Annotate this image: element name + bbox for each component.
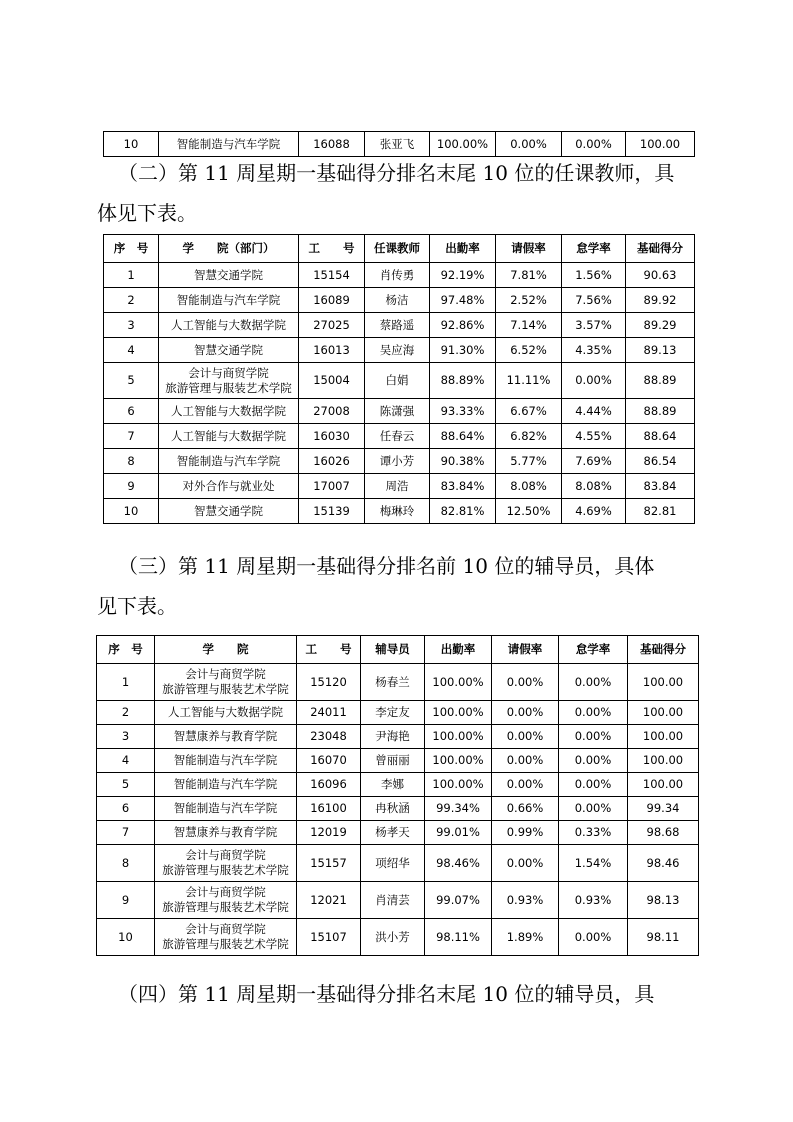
table-row — [104, 499, 695, 524]
cell-college — [159, 263, 299, 288]
cell-staff-id: 15154 — [299, 263, 365, 288]
teachers-table-header — [104, 235, 695, 263]
cell-college — [155, 797, 297, 821]
cell-college — [155, 882, 297, 919]
cell-rank: 10 — [97, 919, 155, 956]
cell-rank: 5 — [104, 363, 159, 399]
cell-name: 吴应海 — [365, 338, 430, 363]
cell-college — [155, 725, 297, 749]
cell-base-score: 98.46 — [628, 845, 699, 882]
cell-attendance-rate: 98.11% — [425, 919, 492, 956]
cell-attendance-rate: 92.19% — [430, 263, 496, 288]
cell-name: 洪小芳 — [361, 919, 425, 956]
header-leave-rate: 请假率 — [492, 636, 559, 664]
cell-name: 蔡路遥 — [365, 313, 430, 338]
table-row — [104, 288, 695, 313]
header-leave-rate: 请假率 — [496, 235, 562, 263]
counselors-table-header — [97, 636, 699, 664]
cell-leave-rate: 0.00% — [492, 725, 559, 749]
header-college: 学 院 — [155, 636, 297, 664]
section3-heading-cont — [97, 596, 177, 616]
college-line: 智慧交通学院 — [194, 342, 263, 357]
header-base-score: 基础得分 — [628, 636, 699, 664]
cell-base-score: 82.81 — [626, 499, 695, 524]
table-row — [97, 664, 699, 701]
table-row — [97, 845, 699, 882]
cell-attendance-rate: 100.00% — [425, 725, 492, 749]
section2-heading-line1: （二）第 11 周星期一基础得分排名末尾 10 位的任课教师，具 — [118, 161, 675, 185]
cell-base-score: 86.54 — [626, 449, 695, 474]
cell-name: 谭小芳 — [365, 449, 430, 474]
college-line: 智能制造与汽车学院 — [173, 777, 278, 791]
cell-staff-id: 27008 — [299, 399, 365, 424]
college-line: 会计与商贸学院 — [185, 667, 266, 681]
college-line: 旅游管理与服装艺术学院 — [162, 937, 289, 951]
cell-leave-rate: 11.11% — [496, 363, 562, 399]
table-row — [104, 338, 695, 363]
cell-attendance-rate: 92.86% — [430, 313, 496, 338]
cell-base-score: 98.68 — [628, 821, 699, 845]
cell-name: 杨孝天 — [361, 821, 425, 845]
cell-leave-rate: 7.81% — [496, 263, 562, 288]
cell-truancy-rate: 0.00% — [559, 749, 628, 773]
cell-rank: 1 — [97, 664, 155, 701]
cell-leave-rate: 0.00% — [492, 845, 559, 882]
cell-rank: 2 — [104, 288, 159, 313]
header-rank: 序 号 — [97, 636, 155, 664]
cell-base-score: 100.00 — [628, 664, 699, 701]
cell-staff-id: 16030 — [299, 424, 365, 449]
cell-rank: 7 — [104, 424, 159, 449]
cell-attendance-rate: 90.38% — [430, 449, 496, 474]
cell-truancy-rate: 4.44% — [562, 399, 626, 424]
cell-staff-id: 16088 — [299, 132, 365, 157]
cell-name: 肖清芸 — [361, 882, 425, 919]
table-row — [97, 882, 699, 919]
cell-truancy-rate: 0.33% — [559, 821, 628, 845]
college-line: 会计与商贸学院 — [188, 365, 269, 380]
cell-college — [159, 288, 299, 313]
cell-base-score: 83.84 — [626, 474, 695, 499]
table-row — [104, 263, 695, 288]
cell-staff-id: 15120 — [297, 664, 361, 701]
cell-attendance-rate: 97.48% — [430, 288, 496, 313]
college-line: 智能制造与汽车学院 — [173, 753, 278, 767]
cell-name: 杨春兰 — [361, 664, 425, 701]
section2-heading — [118, 163, 674, 183]
cell-attendance-rate: 99.07% — [425, 882, 492, 919]
cell-rank: 2 — [97, 701, 155, 725]
cell-truancy-rate: 0.00% — [559, 664, 628, 701]
cell-leave-rate: 0.00% — [492, 664, 559, 701]
cell-leave-rate: 6.52% — [496, 338, 562, 363]
table-row — [97, 749, 699, 773]
cell-attendance-rate: 82.81% — [430, 499, 496, 524]
cell-name: 杨洁 — [365, 288, 430, 313]
cell-name: 曾丽丽 — [361, 749, 425, 773]
college-line: 人工智能与大数据学院 — [171, 428, 286, 443]
college-line: 会计与商贸学院 — [185, 885, 266, 899]
cell-college — [159, 338, 299, 363]
cell-name: 梅琳玲 — [365, 499, 430, 524]
cell-base-score: 89.29 — [626, 313, 695, 338]
cell-base-score: 100.00 — [628, 701, 699, 725]
college-line: 智慧交通学院 — [194, 503, 263, 518]
cell-base-score: 90.63 — [626, 263, 695, 288]
cell-college — [159, 499, 299, 524]
header-name: 任课教师 — [365, 235, 430, 263]
cell-leave-rate: 1.89% — [492, 919, 559, 956]
cell-leave-rate: 7.14% — [496, 313, 562, 338]
header-rank: 序 号 — [104, 235, 159, 263]
cell-staff-id: 16026 — [299, 449, 365, 474]
cell-college — [159, 399, 299, 424]
cell-attendance-rate: 100.00% — [425, 773, 492, 797]
cell-rank: 10 — [104, 499, 159, 524]
table-row — [97, 821, 699, 845]
college-line: 对外合作与就业处 — [182, 478, 275, 493]
cell-attendance-rate: 83.84% — [430, 474, 496, 499]
table-row — [104, 363, 695, 399]
college-line: 会计与商贸学院 — [185, 922, 266, 936]
section4-heading-line1: （四）第 11 周星期一基础得分排名末尾 10 位的辅导员，具 — [118, 982, 655, 1006]
header-college: 学 院（部门） — [159, 235, 299, 263]
cell-leave-rate: 0.00% — [496, 132, 562, 157]
cell-attendance-rate: 100.00% — [425, 749, 492, 773]
cell-name: 项绍华 — [361, 845, 425, 882]
cell-college — [155, 821, 297, 845]
cell-college — [159, 474, 299, 499]
cell-base-score: 89.13 — [626, 338, 695, 363]
college-line: 人工智能与大数据学院 — [168, 705, 283, 719]
cell-staff-id: 16096 — [297, 773, 361, 797]
cell-name: 白娟 — [365, 363, 430, 399]
cell-name: 周浩 — [365, 474, 430, 499]
cell-truancy-rate: 3.57% — [562, 313, 626, 338]
cell-rank: 3 — [97, 725, 155, 749]
table-row — [104, 449, 695, 474]
cell-staff-id: 16100 — [297, 797, 361, 821]
cell-attendance-rate: 99.34% — [425, 797, 492, 821]
cell-rank: 7 — [97, 821, 155, 845]
cell-attendance-rate: 88.64% — [430, 424, 496, 449]
section2-heading-line2: 体见下表。 — [97, 201, 197, 225]
cell-rank: 9 — [97, 882, 155, 919]
cell-leave-rate: 6.82% — [496, 424, 562, 449]
header-name: 辅导员 — [361, 636, 425, 664]
cell-base-score: 98.13 — [628, 882, 699, 919]
cell-college — [159, 363, 299, 399]
cell-college — [155, 701, 297, 725]
cell-leave-rate: 0.99% — [492, 821, 559, 845]
section4-heading — [118, 984, 654, 1004]
section3-heading-line1: （三）第 11 周星期一基础得分排名前 10 位的辅导员，具体 — [118, 554, 655, 578]
cell-rank: 6 — [104, 399, 159, 424]
college-line: 智能制造与汽车学院 — [176, 453, 281, 468]
cell-attendance-rate: 100.00% — [430, 132, 496, 157]
table-row — [104, 474, 695, 499]
college-line: 人工智能与大数据学院 — [171, 317, 286, 332]
cell-leave-rate: 0.66% — [492, 797, 559, 821]
cell-truancy-rate: 4.69% — [562, 499, 626, 524]
cell-name: 李娜 — [361, 773, 425, 797]
cell-rank: 4 — [97, 749, 155, 773]
cell-college — [155, 749, 297, 773]
section3-heading — [118, 556, 654, 576]
cell-staff-id: 27025 — [299, 313, 365, 338]
cell-truancy-rate: 0.00% — [559, 773, 628, 797]
cell-truancy-rate: 4.35% — [562, 338, 626, 363]
cell-truancy-rate: 0.00% — [559, 797, 628, 821]
teachers-table — [103, 234, 695, 524]
cell-staff-id: 16089 — [299, 288, 365, 313]
college-line: 智慧交通学院 — [194, 267, 263, 282]
table-row — [104, 132, 695, 157]
table-row — [97, 725, 699, 749]
table-row — [104, 399, 695, 424]
counselors-table-body — [97, 664, 699, 956]
college-line: 智慧康养与教育学院 — [173, 825, 278, 839]
cell-name: 肖传勇 — [365, 263, 430, 288]
top-table — [103, 131, 695, 157]
cell-college — [155, 919, 297, 956]
cell-attendance-rate: 91.30% — [430, 338, 496, 363]
header-truancy-rate: 怠学率 — [559, 636, 628, 664]
header-attendance-rate: 出勤率 — [425, 636, 492, 664]
cell-truancy-rate: 7.69% — [562, 449, 626, 474]
cell-base-score: 98.11 — [628, 919, 699, 956]
cell-name: 尹海艳 — [361, 725, 425, 749]
cell-truancy-rate: 0.00% — [559, 919, 628, 956]
section2-heading-cont — [97, 203, 197, 223]
cell-staff-id: 24011 — [297, 701, 361, 725]
cell-leave-rate: 0.00% — [492, 701, 559, 725]
cell-base-score: 89.92 — [626, 288, 695, 313]
cell-truancy-rate: 7.56% — [562, 288, 626, 313]
cell-base-score: 88.89 — [626, 363, 695, 399]
cell-leave-rate: 12.50% — [496, 499, 562, 524]
cell-truancy-rate: 1.54% — [559, 845, 628, 882]
cell-rank: 8 — [97, 845, 155, 882]
cell-name: 张亚飞 — [365, 132, 430, 157]
cell-attendance-rate: 88.89% — [430, 363, 496, 399]
header-truancy-rate: 怠学率 — [562, 235, 626, 263]
cell-truancy-rate: 0.93% — [559, 882, 628, 919]
cell-attendance-rate: 93.33% — [430, 399, 496, 424]
cell-staff-id: 15139 — [299, 499, 365, 524]
cell-rank: 3 — [104, 313, 159, 338]
cell-attendance-rate: 100.00% — [425, 664, 492, 701]
college-line: 旅游管理与服装艺术学院 — [162, 900, 289, 914]
cell-rank: 9 — [104, 474, 159, 499]
college-line: 旅游管理与服装艺术学院 — [165, 380, 292, 395]
table-row — [104, 313, 695, 338]
cell-truancy-rate: 8.08% — [562, 474, 626, 499]
cell-staff-id: 15107 — [297, 919, 361, 956]
cell-college: 智能制造与汽车学院 — [159, 132, 299, 157]
cell-leave-rate: 2.52% — [496, 288, 562, 313]
cell-base-score: 88.89 — [626, 399, 695, 424]
teachers-table-body — [104, 263, 695, 524]
cell-college — [155, 664, 297, 701]
cell-name: 任春云 — [365, 424, 430, 449]
cell-base-score: 100.00 — [628, 725, 699, 749]
cell-base-score: 100.00 — [628, 773, 699, 797]
cell-staff-id: 15157 — [297, 845, 361, 882]
college-line: 智能制造与汽车学院 — [173, 801, 278, 815]
college-line: 人工智能与大数据学院 — [171, 403, 286, 418]
header-base-score: 基础得分 — [626, 235, 695, 263]
counselors-table — [96, 635, 699, 956]
cell-rank: 5 — [97, 773, 155, 797]
table-row — [97, 919, 699, 956]
college-line: 会计与商贸学院 — [185, 848, 266, 862]
top-table-body — [104, 132, 695, 157]
cell-name: 冉秋涵 — [361, 797, 425, 821]
college-line: 旅游管理与服装艺术学院 — [162, 682, 289, 696]
header-staff-id: 工 号 — [299, 235, 365, 263]
cell-staff-id: 17007 — [299, 474, 365, 499]
college-line: 智慧康养与教育学院 — [173, 729, 278, 743]
cell-rank: 8 — [104, 449, 159, 474]
cell-truancy-rate: 0.00% — [562, 363, 626, 399]
table-row — [97, 701, 699, 725]
cell-rank: 10 — [104, 132, 159, 157]
cell-truancy-rate: 0.00% — [559, 725, 628, 749]
cell-name: 陈潇强 — [365, 399, 430, 424]
cell-truancy-rate: 1.56% — [562, 263, 626, 288]
cell-college — [155, 773, 297, 797]
table-row — [97, 797, 699, 821]
table-row — [97, 773, 699, 797]
cell-staff-id: 16013 — [299, 338, 365, 363]
cell-college — [159, 424, 299, 449]
cell-college — [155, 845, 297, 882]
cell-base-score: 88.64 — [626, 424, 695, 449]
cell-leave-rate: 8.08% — [496, 474, 562, 499]
cell-staff-id: 23048 — [297, 725, 361, 749]
cell-truancy-rate: 0.00% — [562, 132, 626, 157]
cell-name: 李定友 — [361, 701, 425, 725]
section3-heading-line2: 见下表。 — [97, 594, 177, 618]
cell-attendance-rate: 100.00% — [425, 701, 492, 725]
cell-leave-rate: 6.67% — [496, 399, 562, 424]
cell-leave-rate: 0.93% — [492, 882, 559, 919]
header-attendance-rate: 出勤率 — [430, 235, 496, 263]
cell-college — [159, 313, 299, 338]
cell-rank: 6 — [97, 797, 155, 821]
cell-attendance-rate: 98.46% — [425, 845, 492, 882]
cell-base-score: 100.00 — [626, 132, 695, 157]
cell-leave-rate: 5.77% — [496, 449, 562, 474]
header-staff-id: 工 号 — [297, 636, 361, 664]
cell-staff-id: 12019 — [297, 821, 361, 845]
cell-base-score: 99.34 — [628, 797, 699, 821]
cell-attendance-rate: 99.01% — [425, 821, 492, 845]
college-line: 智能制造与汽车学院 — [176, 292, 281, 307]
cell-rank: 4 — [104, 338, 159, 363]
cell-rank: 1 — [104, 263, 159, 288]
cell-college — [159, 449, 299, 474]
college-line: 旅游管理与服装艺术学院 — [162, 863, 289, 877]
cell-staff-id: 12021 — [297, 882, 361, 919]
cell-truancy-rate: 4.55% — [562, 424, 626, 449]
cell-staff-id: 15004 — [299, 363, 365, 399]
cell-leave-rate: 0.00% — [492, 749, 559, 773]
table-row — [104, 424, 695, 449]
cell-base-score: 100.00 — [628, 749, 699, 773]
cell-staff-id: 16070 — [297, 749, 361, 773]
cell-truancy-rate: 0.00% — [559, 701, 628, 725]
cell-leave-rate: 0.00% — [492, 773, 559, 797]
